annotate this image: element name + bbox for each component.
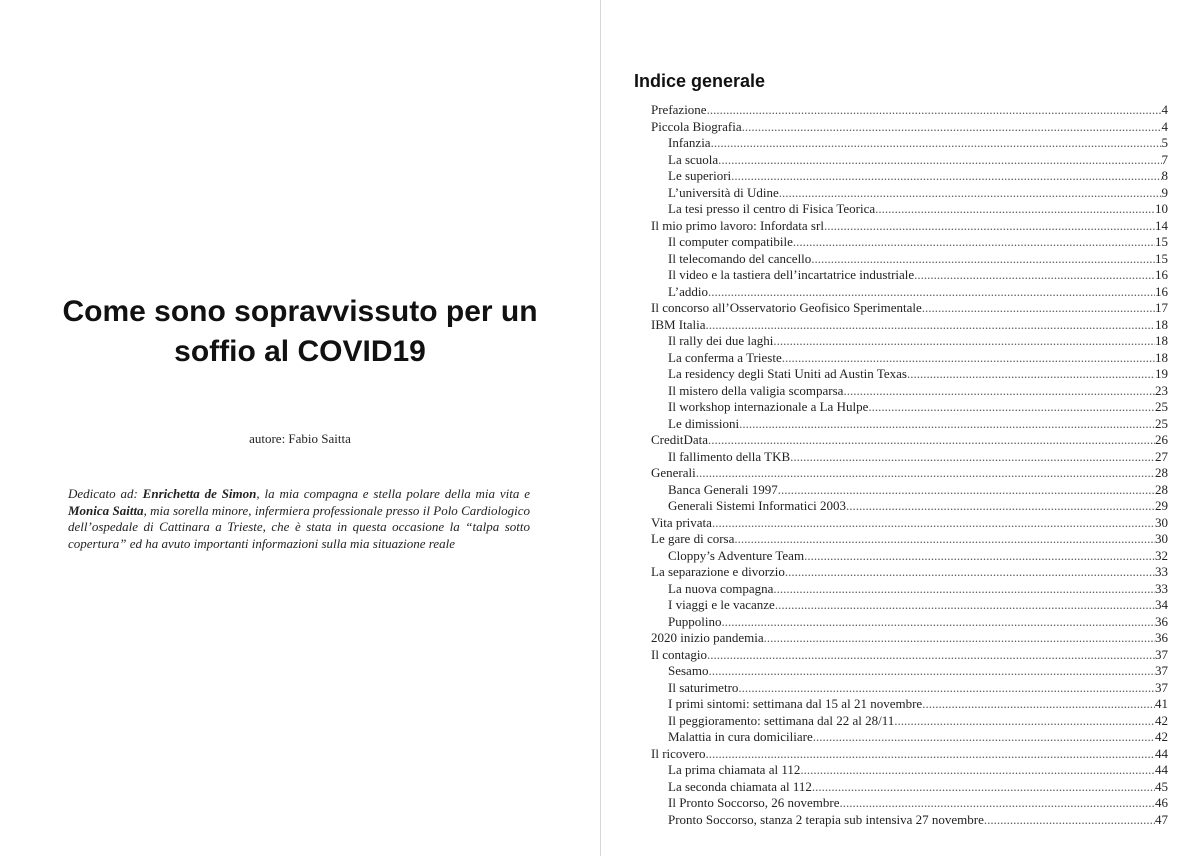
toc-entry[interactable] xyxy=(651,449,1168,466)
toc-entry-title: Il computer compatibile xyxy=(668,234,793,249)
toc-entry-page-number: 44 xyxy=(1155,745,1168,761)
toc-entry-title: La prima chiamata al 112 xyxy=(668,762,801,777)
toc-entry[interactable] xyxy=(651,102,1168,119)
toc-entry[interactable] xyxy=(651,729,1168,746)
toc-entry[interactable] xyxy=(651,515,1168,532)
toc-entry-page-number: 28 xyxy=(1155,465,1168,480)
toc-entry-page-number: 4 xyxy=(1161,118,1168,134)
toc-entry[interactable] xyxy=(651,416,1168,433)
toc-entry-title: La seconda chiamata al 112 xyxy=(668,778,812,794)
author-line: autore: Fabio Saitta xyxy=(249,431,351,446)
toc-entry-title: Il Pronto Soccorso, 26 novembre xyxy=(668,795,840,810)
toc-dot-leader xyxy=(868,399,1155,416)
toc-dot-leader xyxy=(708,284,1155,301)
toc-entry-title: Il saturimetro xyxy=(668,679,739,695)
toc-entry-title: Le gare di corsa xyxy=(651,531,735,546)
toc-entry-title: Il telecomando del cancello xyxy=(668,250,812,266)
toc-entry-page-number: 15 xyxy=(1155,234,1168,249)
toc-dot-leader xyxy=(812,779,1155,796)
toc-dot-leader xyxy=(907,366,1155,383)
toc-entry-page-number: 7 xyxy=(1161,151,1168,167)
toc-dot-leader xyxy=(894,713,1155,730)
toc-entry[interactable] xyxy=(651,647,1168,664)
toc-entry-title: Il peggioramento: settimana dal 22 al 28/11 xyxy=(668,712,895,728)
toc-entry-title: Puppolino xyxy=(668,613,722,629)
toc-entry-title: Vita privata xyxy=(651,514,712,530)
toc-entry[interactable] xyxy=(651,119,1168,136)
toc-dot-leader xyxy=(984,812,1155,829)
toc-entry-page-number: 23 xyxy=(1155,382,1168,398)
toc-entry[interactable] xyxy=(651,812,1168,829)
toc-dot-leader xyxy=(707,102,1162,119)
toc-dot-leader xyxy=(711,135,1162,152)
toc-dot-leader xyxy=(800,762,1155,779)
toc-entry[interactable] xyxy=(651,482,1168,499)
toc-entry-page-number: 25 xyxy=(1155,415,1168,431)
toc-dot-leader xyxy=(843,383,1155,400)
toc-dot-leader xyxy=(708,663,1155,680)
toc-entry[interactable] xyxy=(651,350,1168,367)
toc-entry-page-number: 36 xyxy=(1155,630,1168,645)
toc-entry-page-number: 30 xyxy=(1155,514,1168,530)
toc-dot-leader xyxy=(742,119,1162,136)
dedication-intro: Dedicato ad: xyxy=(68,486,143,501)
toc-entry[interactable] xyxy=(651,234,1168,251)
toc-entry-page-number: 4 xyxy=(1161,102,1168,117)
dedication-name-2: Monica Saitta xyxy=(68,502,144,518)
toc-entry-title: Il ricovero xyxy=(651,745,706,761)
toc-entry-page-number: 33 xyxy=(1155,564,1168,579)
toc-page xyxy=(601,0,1200,856)
toc-dot-leader xyxy=(846,498,1155,515)
toc-dot-leader xyxy=(790,449,1155,466)
toc-entry-page-number: 16 xyxy=(1155,267,1168,282)
toc-entry[interactable] xyxy=(651,432,1168,449)
toc-entry[interactable] xyxy=(651,135,1168,152)
toc-entry-page-number: 44 xyxy=(1155,762,1168,777)
toc-entry-page-number: 10 xyxy=(1155,201,1168,216)
toc-dot-leader xyxy=(782,350,1155,367)
toc-entry-page-number: 47 xyxy=(1155,811,1168,827)
toc-entry[interactable] xyxy=(651,696,1168,713)
toc-entry-title: Il workshop internazionale a La Hulpe xyxy=(668,399,869,414)
toc-entry[interactable] xyxy=(651,333,1168,350)
toc-entry-page-number: 46 xyxy=(1155,795,1168,810)
toc-dot-leader xyxy=(824,218,1155,235)
toc-entry-title: La residency degli Stati Uniti ad Austin Texas xyxy=(668,366,907,381)
toc-entry-title: L’università di Udine xyxy=(668,184,779,200)
toc-entry-page-number: 34 xyxy=(1155,597,1168,612)
toc-entry[interactable] xyxy=(651,284,1168,301)
toc-dot-leader xyxy=(706,746,1155,763)
toc-entry-title: Il fallimento della TKB xyxy=(668,448,791,464)
toc-dot-leader xyxy=(804,548,1155,565)
toc-dot-leader xyxy=(734,531,1155,548)
toc-entry-title: Generali xyxy=(651,465,696,480)
toc-dot-leader xyxy=(738,680,1155,697)
dedication-rest: , mia sorella minore, infermiera professionale presso il Polo Cardiologico dell’ospedale di Cattinara a Trieste, che è stata in questa occasione la “talpa sotto copertura” ed ha avuto importanti informazioni sulla mia situazione reale xyxy=(68,502,530,551)
toc-entry[interactable] xyxy=(651,366,1168,383)
toc-entry[interactable] xyxy=(651,498,1168,515)
toc-entry-page-number: 18 xyxy=(1155,349,1168,365)
toc-entry-page-number: 17 xyxy=(1155,300,1168,315)
toc-entry[interactable] xyxy=(651,383,1168,400)
toc-entry-title: Generali Sistemi Informatici 2003 xyxy=(668,498,846,513)
toc-heading: Indice generale xyxy=(634,71,766,91)
toc-entry[interactable] xyxy=(651,597,1168,614)
toc-dot-leader xyxy=(785,564,1155,581)
toc-entry-title: Sesamo xyxy=(668,663,709,678)
toc-entry[interactable] xyxy=(651,795,1168,812)
toc-entry-title: La nuova compagna xyxy=(668,580,774,596)
toc-entry[interactable] xyxy=(651,680,1168,697)
toc-entry-title: La scuola xyxy=(668,151,719,167)
toc-entry-title: CreditData xyxy=(651,432,709,447)
toc-dot-leader xyxy=(778,482,1155,499)
toc-entry-title: La conferma a Trieste xyxy=(668,349,782,365)
toc-entry-page-number: 42 xyxy=(1155,712,1168,728)
toc-entry[interactable] xyxy=(651,614,1168,631)
toc-dot-leader xyxy=(707,647,1155,664)
toc-entry-page-number: 26 xyxy=(1155,432,1168,447)
toc-entry-title: I viaggi e le vacanze xyxy=(668,597,775,612)
toc-entry[interactable] xyxy=(651,317,1168,334)
toc-entry-page-number: 33 xyxy=(1155,580,1168,596)
dedication xyxy=(68,486,530,552)
toc-entry-title: IBM Italia xyxy=(651,316,706,332)
toc-entry-page-number: 15 xyxy=(1155,250,1168,266)
toc-entry-page-number: 32 xyxy=(1155,547,1168,563)
toc-dot-leader xyxy=(739,416,1155,433)
toc-dot-leader xyxy=(731,168,1161,185)
toc-entry-title: Le superiori xyxy=(668,168,732,183)
toc-dot-leader xyxy=(718,152,1161,169)
toc-dot-leader xyxy=(775,597,1155,614)
toc-entry-page-number: 37 xyxy=(1155,679,1168,695)
toc-entry[interactable] xyxy=(651,251,1168,268)
toc-entry[interactable] xyxy=(651,746,1168,763)
toc-entry[interactable] xyxy=(651,267,1168,284)
toc-entry[interactable] xyxy=(651,531,1168,548)
toc-entry-title: Il contagio xyxy=(651,646,707,662)
toc-entry-page-number: 19 xyxy=(1155,366,1168,381)
toc-entry-page-number: 41 xyxy=(1155,696,1168,711)
toc-entry-page-number: 28 xyxy=(1155,481,1168,497)
toc-dot-leader xyxy=(811,251,1155,268)
toc-entry-page-number: 37 xyxy=(1155,663,1168,678)
toc-entry[interactable] xyxy=(651,663,1168,680)
toc-entry[interactable] xyxy=(651,152,1168,169)
toc-entry[interactable] xyxy=(651,168,1168,185)
toc-entry-title: La separazione e divorzio xyxy=(651,564,785,579)
dedication-middle: , la mia compagna e stella polare della mia vita e xyxy=(256,486,530,501)
toc-dot-leader xyxy=(721,614,1155,631)
toc-entry-page-number: 14 xyxy=(1155,217,1168,233)
toc-entry-title: La tesi presso il centro di Fisica Teorica xyxy=(668,201,876,216)
toc-entry[interactable] xyxy=(651,779,1168,796)
book-title: Come sono sopravvissuto per un soffio al COVID19 xyxy=(62,295,538,368)
toc-entry[interactable] xyxy=(651,713,1168,730)
toc-entry[interactable] xyxy=(651,762,1168,779)
toc-dot-leader xyxy=(813,729,1155,746)
toc-entry[interactable] xyxy=(651,218,1168,235)
toc-dot-leader xyxy=(764,630,1155,647)
toc-entry-page-number: 30 xyxy=(1155,531,1168,546)
toc-entry-page-number: 18 xyxy=(1155,333,1168,348)
toc-entry-title: 2020 inizio pandemia xyxy=(651,630,764,645)
toc-entry[interactable] xyxy=(651,548,1168,565)
toc-dot-leader xyxy=(922,300,1155,317)
toc-entry-page-number: 29 xyxy=(1155,498,1168,513)
toc-entry-title: Malattia in cura domiciliare xyxy=(668,729,813,744)
toc-entry[interactable] xyxy=(651,201,1168,218)
toc-dot-leader xyxy=(706,317,1155,334)
toc-entry-page-number: 25 xyxy=(1155,399,1168,414)
toc-entry-page-number: 45 xyxy=(1155,778,1168,794)
toc-entry[interactable] xyxy=(651,581,1168,598)
toc-dot-leader xyxy=(793,234,1155,251)
toc-dot-leader xyxy=(773,333,1155,350)
toc-entry-page-number: 36 xyxy=(1155,613,1168,629)
toc-list xyxy=(651,102,1168,828)
toc-dot-leader xyxy=(779,185,1162,202)
toc-entry-title: Banca Generali 1997 xyxy=(668,481,778,497)
toc-dot-leader xyxy=(914,267,1155,284)
toc-entry-page-number: 16 xyxy=(1155,283,1168,299)
toc-entry-title: Il mio primo lavoro: Infordata srl xyxy=(651,217,824,233)
toc-entry-page-number: 42 xyxy=(1155,729,1168,744)
toc-dot-leader xyxy=(840,795,1155,812)
toc-dot-leader xyxy=(922,696,1155,713)
toc-entry-title: Prefazione xyxy=(651,102,707,117)
toc-entry-title: Il concorso all’Osservatorio Geofisico Sperimentale xyxy=(651,300,922,315)
toc-entry-page-number: 18 xyxy=(1155,316,1168,332)
toc-dot-leader xyxy=(712,515,1155,532)
toc-entry-page-number: 37 xyxy=(1155,646,1168,662)
toc-entry[interactable] xyxy=(651,630,1168,647)
toc-entry-title: L’addio xyxy=(668,283,708,299)
toc-entry-title: Pronto Soccorso, stanza 2 terapia sub intensiva 27 novembre xyxy=(668,811,984,827)
toc-entry-page-number: 27 xyxy=(1155,448,1168,464)
toc-entry-title: Le dimissioni xyxy=(668,415,740,431)
toc-entry-page-number: 5 xyxy=(1161,135,1168,150)
toc-dot-leader xyxy=(696,465,1155,482)
toc-dot-leader xyxy=(875,201,1155,218)
toc-dot-leader xyxy=(773,581,1155,598)
dedication-name-1: Enrichetta de Simon xyxy=(142,486,257,501)
toc-entry[interactable] xyxy=(651,300,1168,317)
toc-entry-title: Il video e la tastiera dell’incartatrice industriale xyxy=(668,267,915,282)
toc-entry[interactable] xyxy=(651,564,1168,581)
toc-entry-title: Cloppy’s Adventure Team xyxy=(668,547,805,563)
toc-entry-title: Piccola Biografia xyxy=(651,118,742,134)
toc-entry[interactable] xyxy=(651,465,1168,482)
toc-entry-title: Il rally dei due laghi xyxy=(668,333,774,348)
toc-entry-title: I primi sintomi: settimana dal 15 al 21 novembre xyxy=(668,696,923,711)
toc-entry-title: Il mistero della valigia scomparsa xyxy=(668,382,844,398)
toc-dot-leader xyxy=(708,432,1155,449)
toc-entry-page-number: 8 xyxy=(1161,168,1168,183)
toc-entry[interactable] xyxy=(651,399,1168,416)
toc-entry-page-number: 9 xyxy=(1161,184,1168,200)
toc-entry-title: Infanzia xyxy=(668,135,711,150)
toc-entry[interactable] xyxy=(651,185,1168,202)
